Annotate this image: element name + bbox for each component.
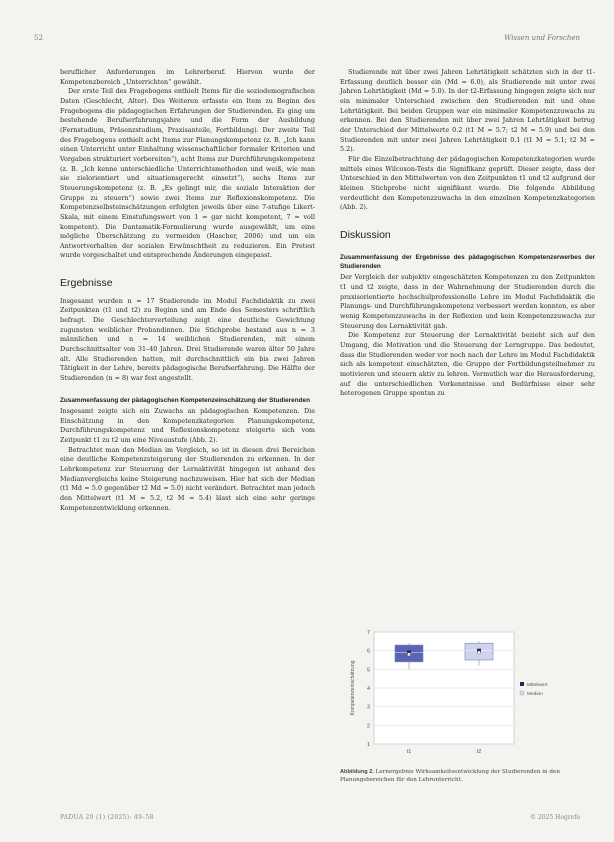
right-paragraph-2: Für die Einzelbetrachtung der pädagogischen Kompetenzkategorien wurde mittels eines Wilcoxon-Tests die Signifikanz geprüft. Dieser zeigte, dass der Unterschied in den Mittelwerten von den Zeitpunkten t1 und t2 aufgrund der kleinen Stichprobe nicht signifikant wurde. Die folgende Abbildung verdeutlicht den Kompetenzzuwachs in den einzelnen Kompetenzkategorien (Abb. 2). — [340, 154, 595, 212]
left-paragraph-3: Insgesamt wurden n = 17 Studierende im Modul Fachdidaktik zu zwei Zeitpunkten (t1 und t2) zu Beginn und am Ende des Semesters schriftlich befragt. Die Geschlechterverteilung zeigt eine deutliche Gewichtung zugunsten weiblicher Probandinnen. Die Stichprobe bestand aus n = 3 männlichen und n = 14 weiblichen Studierenden, mit einem Durchschnittsalter von 31–40 Jahren. Drei Studierende waren älter 50 Jahre alt. Alle Studierenden hatten, mit durchschnittlich ein bis zwei Jahren Tätigkeit in der Lehre, bereits pädagogische Berufserfahrung. Die Hälfte der Studierenden (n = 8) war fest angestellt. — [60, 296, 315, 383]
footer-citation: PADUA 20 (1) (2025): 49–58 — [60, 814, 154, 821]
legend-mean-label: Mittelwert — [527, 682, 548, 688]
y-tick-label: 6 — [366, 648, 370, 655]
running-head: Wissen und Forschen — [504, 34, 580, 42]
left-paragraph-2: Der erste Teil des Fragebogens enthielt Items für die soziodemografischen Daten (Geschlecht, Alter). Des Weiteren erfasste ein Item zu Beginn des Fragebogens die pädagogischen Erfahrungen der Studierenden. Es ging um bestehende Berufserfahrungsjahre und die Form der Ausbildung (Fernstudium, Präsenzstudium, Praxisanteile, Fortbildung). Der zweite Teil des Fragebogens enthielt acht Items zur Planungskompetenz (z. B. „Ich kann einen Unterricht unter Einhaltung wissenschaftlicher formaler Kriterien und Vorgaben strukturiert vorbereiten“), acht Items zur Durchführungskompetenz (z. B. „Ich kenne unterschiedliche Unterrichtsmethoden und weiß, wie man sie zielorientiert und situationsgerecht einsetzt“), sechs Items zur Steuerungskompetenz (z. B. „Es gelingt mir, die soziale Interaktion der Gruppe zu steuern“) sowie zwei Items zur Reflexionskompetenz. Die Kompetenzselbsteinschätzungen erfolgten jeweils über eine 7-stufige Likert-Skala, mit einem Einstufungswert von 1 = gar nicht kompetent, 7 = voll kompetent). Die Dantamatik-Formulierung wurde ausgewählt, um eine mögliche Überschätzung zu vermeiden (Hascher, 2006) und um ein Antwortverhalten der sozialen Erwünschtheit zu reduzieren. Ein Pretest wurde vorgeschaltet und entsprechende Änderungen eingepasst. — [60, 87, 315, 260]
mean-marker — [408, 653, 411, 656]
section-heading-discussion: Diskussion — [340, 228, 391, 241]
left-paragraph-1: beruflicher Anforderungen im Lehrerberuf. Hiervon wurde der Kompetenzbereich „Unterrichten“ gewählt. — [60, 68, 315, 86]
page-number: 52 — [34, 34, 43, 42]
footer-publisher: © 2025 Hogrefe — [530, 814, 580, 821]
subsection-heading-summary: Zusammenfassung der Ergebnisse des pädagogischen Kompetenzerwerbes der Studierenden — [340, 253, 595, 270]
left-paragraph-5: Betrachtet man den Median im Vergleich, so ist in diesen drei Bereichen eine deutliche Kompetenzsteigerung der Studierenden zu erkennen. In der Lehrkompetenz zur Steuerung der Lernaktivität hingegen ist anhand des Medianvergleichs keine Steigerung nachzuweisen. Hier hat sich der Median (t1 Md = 5.0 gegenüber t2 Md = 5.0) nicht verändert. Betrachtet man jedoch den Mittelwert (t1 M = 5.2, t2 M = 5.4) lässt sich eine sehr geringe Kompetenzentwicklung erkennen. — [60, 445, 315, 512]
y-axis-label: Kompetenzeinschätzung — [350, 660, 356, 716]
y-tick-label: 3 — [366, 704, 370, 711]
boxplot-chart — [346, 624, 566, 760]
legend-median-swatch — [520, 691, 524, 695]
figure-caption — [340, 768, 595, 784]
caption-label: Abbildung 2. — [340, 769, 374, 775]
y-tick-label: 4 — [366, 686, 370, 692]
section-heading-results: Ergebnisse — [60, 277, 113, 290]
legend-median-label: Median — [527, 691, 543, 697]
x-tick-label: t2 — [476, 749, 482, 755]
y-tick-label: 2 — [366, 723, 370, 730]
caption-text: Lernergebnis Wirksamkeitsentwicklung der Studierenden in den Planungsbereichen für den Lehrunterricht. — [340, 769, 560, 784]
mean-marker — [478, 651, 481, 654]
boxplot-figure — [346, 624, 566, 760]
legend-mean-swatch — [520, 682, 524, 686]
right-column — [340, 68, 595, 399]
right-paragraph-3: Der Vergleich der subjektiv eingeschätzten Kompetenzen zu den Zeitpunkten t1 und t2 zeigte, dass in der Wahrnehmung der Studierenden durch die praxisorientierte hochschulprofessionelle Lehre im Modul Fachdidaktik die Planungs- und Durchführungskompetenz verbessert werden konnten, es aber wenig Kompetenzzuwachs in der Reflexion und kein Kompetenzzuwachs zur Steuerung des Lernaktivität gab. — [340, 273, 595, 330]
subsection-heading-competence: Zusammenfassung der pädagogischen Kompetenzeinschätzung der Studierenden — [60, 396, 310, 404]
left-paragraph-4: Insgesamt zeigte sich ein Zuwachs an pädagogischen Kompetenzen. Die Einschätzung in den Kompetenzkategorien Planungskompetenz, Durchführungskompetenz und Reflexionskompetenz steigerte sich vom Zeitpunkt t1 zu t2 um eine Niveaustufe (Abb. 2). — [60, 407, 315, 445]
right-paragraph-4: Die Kompetenz zur Steuerung der Lernaktivität bezieht sich auf den Umgang, die Motivation und die Steuerung der Lerngruppe. Das bedeutet, dass die Studierenden weder vor noch nach der Lehre im Modul Fachdidaktik sich als kompetent einschätzten, die Gruppe der Fortbildungsteilnehmer zu motivieren und steuern aktiv zu lehren. Vermutlich war die Herausforderung, auf die unterschiedlichen Vorkenntnisse und Bedürfnisse einer sehr heterogenen Gruppe spontan zu — [340, 331, 595, 398]
right-paragraph-1: Studierende mit über zwei Jahren Lehrtätigkeit schätzten sich in der t1-Erfassung deutlich besser ein (Md = 6.0), als Studierende mit unter zwei Jahren Lehrtätigkeit (Md = 5.0). In der t2-Erfassung hingegen zeigte sich nur ein minimaler Unterschied zwischen den Studierenden mit und ohne Lehrtätigkeit. Bei beiden Gruppen war ein minimaler Kompetenzzuwachs zu erkennen. Bei den Studierenden mit über zwei Jahren Lehrtätigkeit betrug der Unterschied der Mittelwerte 0.2 (t1 M = 5.7; t2 M = 5.9) und bei den Studierenden mit unter zwei Jahren Lehrtätigkeit 0.1 (t1 M = 5.1; t2 M = 5.2). — [340, 68, 595, 154]
left-column — [60, 68, 315, 513]
x-tick-label: t1 — [406, 749, 412, 755]
y-tick-label: 1 — [366, 742, 370, 748]
y-tick-label: 5 — [366, 667, 370, 674]
y-tick-label: 7 — [366, 630, 370, 636]
